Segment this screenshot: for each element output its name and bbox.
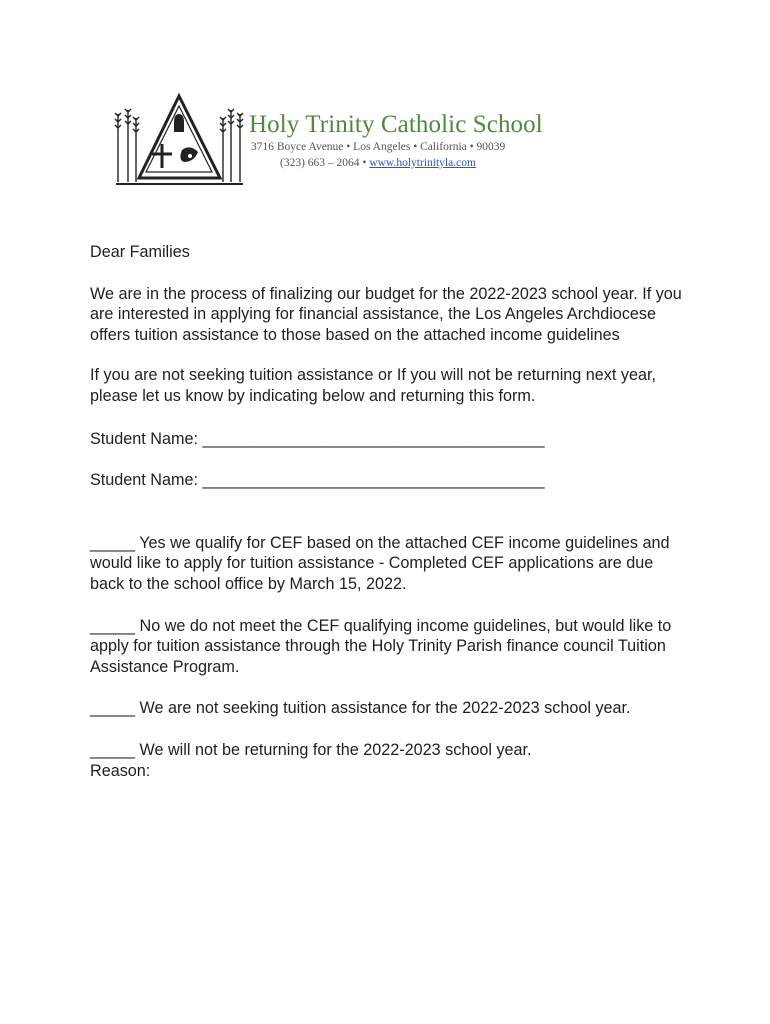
school-phone: (323) 663 – 2064 • (280, 157, 370, 169)
option-not-returning[interactable]: _____ We will not be returning for the 2022-2023 school year. (90, 740, 532, 759)
student-name-field-2[interactable]: Student Name: ______________________________________ (90, 471, 545, 490)
paragraph-instructions: If you are not seeking tuition assistance or If you will not be returning next year, please let us know by indicating below and returning this form. (90, 366, 656, 405)
paragraph-budget: We are in the process of finalizing our budget for the 2022-2023 school year. If you are interested in applying for financial assistance, the Los Angeles Archdiocese offers tuition assistance to those based on the attached income guidelines (90, 284, 682, 344)
student-name-field-1[interactable]: Student Name: ______________________________________ (90, 429, 545, 448)
school-name: Holy Trinity Catholic School (249, 111, 543, 138)
reason-label: Reason: (90, 761, 151, 780)
school-website-link[interactable]: www.holytrinityla.com (369, 157, 476, 169)
school-address: 3716 Boyce Avenue • Los Angeles • California • 90039 (251, 141, 506, 153)
letter-body (90, 242, 690, 781)
option-no-assistance[interactable]: _____ We are not seeking tuition assistance for the 2022-2023 school year. (90, 699, 631, 718)
greeting: Dear Families (90, 243, 190, 261)
option-cef-qualify[interactable]: _____ Yes we qualify for CEF based on the attached CEF income guidelines and would like to apply for tuition assistance - Completed CEF applications are due back to the school office by March 15, 2022. (90, 533, 670, 593)
letterhead (112, 92, 592, 192)
option-parish-assistance[interactable]: _____ No we do not meet the CEF qualifying income guidelines, but would like to apply for tuition assistance through the Holy Trinity Parish finance council Tuition Assistance Program. (90, 616, 672, 676)
trinity-triangle-logo-icon (112, 92, 247, 188)
school-contact (280, 157, 476, 169)
